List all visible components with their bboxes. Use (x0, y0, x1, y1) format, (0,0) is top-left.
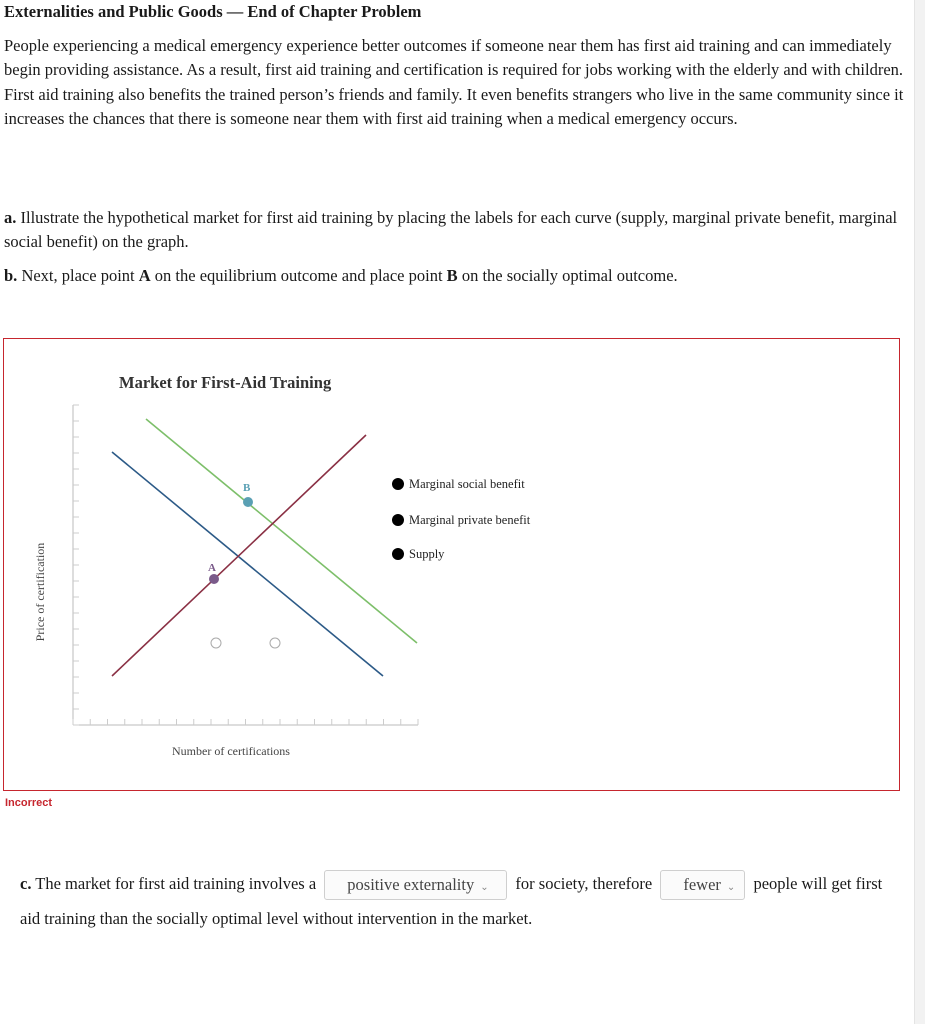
empty-point-target[interactable] (270, 638, 280, 648)
part-b-text-1: Next, place point (17, 266, 139, 285)
point-a-label: A (208, 562, 216, 574)
part-c-text-1: The market for first aid training involves a (31, 874, 321, 893)
legend-label-msb[interactable]: Marginal social benefit (409, 477, 525, 491)
chevron-down-icon: ⌄ (480, 882, 489, 894)
point-a[interactable] (209, 574, 219, 584)
y-axis-label: Price of certification (33, 542, 47, 642)
legend-label-mpb[interactable]: Marginal private benefit (409, 513, 531, 527)
externality-dropdown-value: positive externality (347, 875, 475, 895)
quantity-dropdown-value: fewer (683, 875, 721, 895)
graph-canvas[interactable] (4, 339, 899, 790)
part-b-point-b: B (446, 266, 458, 285)
scrollbar[interactable] (914, 0, 925, 1024)
part-c-text-2: for society, therefore (511, 874, 657, 893)
graph-title: Market for First-Aid Training (119, 373, 332, 392)
supply-curve[interactable] (112, 435, 366, 676)
legend-label-supply[interactable]: Supply (409, 547, 445, 561)
part-b-text-2: on the equilibrium outcome and place point (150, 266, 447, 285)
msb-curve[interactable] (146, 419, 417, 643)
point-b[interactable] (243, 497, 253, 507)
x-axis-ticks (73, 719, 418, 725)
curve-label-legend (392, 477, 531, 561)
part-c-label: c. (20, 874, 32, 893)
empty-point-target[interactable] (211, 638, 221, 648)
part-b-text-3: on the socially optimal outcome. (457, 266, 678, 285)
problem-title: Externalities and Public Goods — End of Chapter Problem (4, 2, 422, 21)
feedback-status: Incorrect (5, 797, 53, 809)
x-axis-label: Number of certifications (172, 744, 290, 758)
axes (73, 405, 418, 725)
legend-dot-mpb[interactable] (392, 514, 404, 526)
legend-dot-msb[interactable] (392, 478, 404, 490)
point-b-label: B (243, 482, 251, 494)
part-a-label: a. (4, 208, 17, 227)
part-b-question (4, 264, 904, 288)
y-axis-ticks (73, 405, 79, 725)
part-b-label: b. (4, 266, 18, 285)
problem-intro: People experiencing a medical emergency experience better outcomes if someone near them has first aid training and can immediately begin providing assistance. As a result, first aid training and certification is required for jobs working with the elderly and with children. First aid training also benefits the trained person’s friends and family. It even benefits strangers who live in the same community since it increases the chances that there is someone near them with first aid training when a medical emergency occurs. (4, 36, 904, 128)
chevron-down-icon: ⌄ (726, 882, 736, 894)
externality-dropdown[interactable] (324, 870, 507, 900)
part-a-text: Illustrate the hypothetical market for first aid training by placing the labels for each curve (supply, marginal private benefit, marginal social benefit) on the graph. (4, 208, 898, 252)
part-a-question (4, 206, 904, 255)
graph-panel[interactable] (3, 338, 900, 791)
part-c-text-3: people will get first aid training than the socially optimal level without intervention in the market. (20, 874, 883, 928)
quantity-dropdown[interactable] (660, 870, 745, 900)
part-b-point-a: A (138, 266, 151, 285)
legend-dot-supply[interactable] (392, 548, 404, 560)
part-c-question (20, 866, 900, 936)
